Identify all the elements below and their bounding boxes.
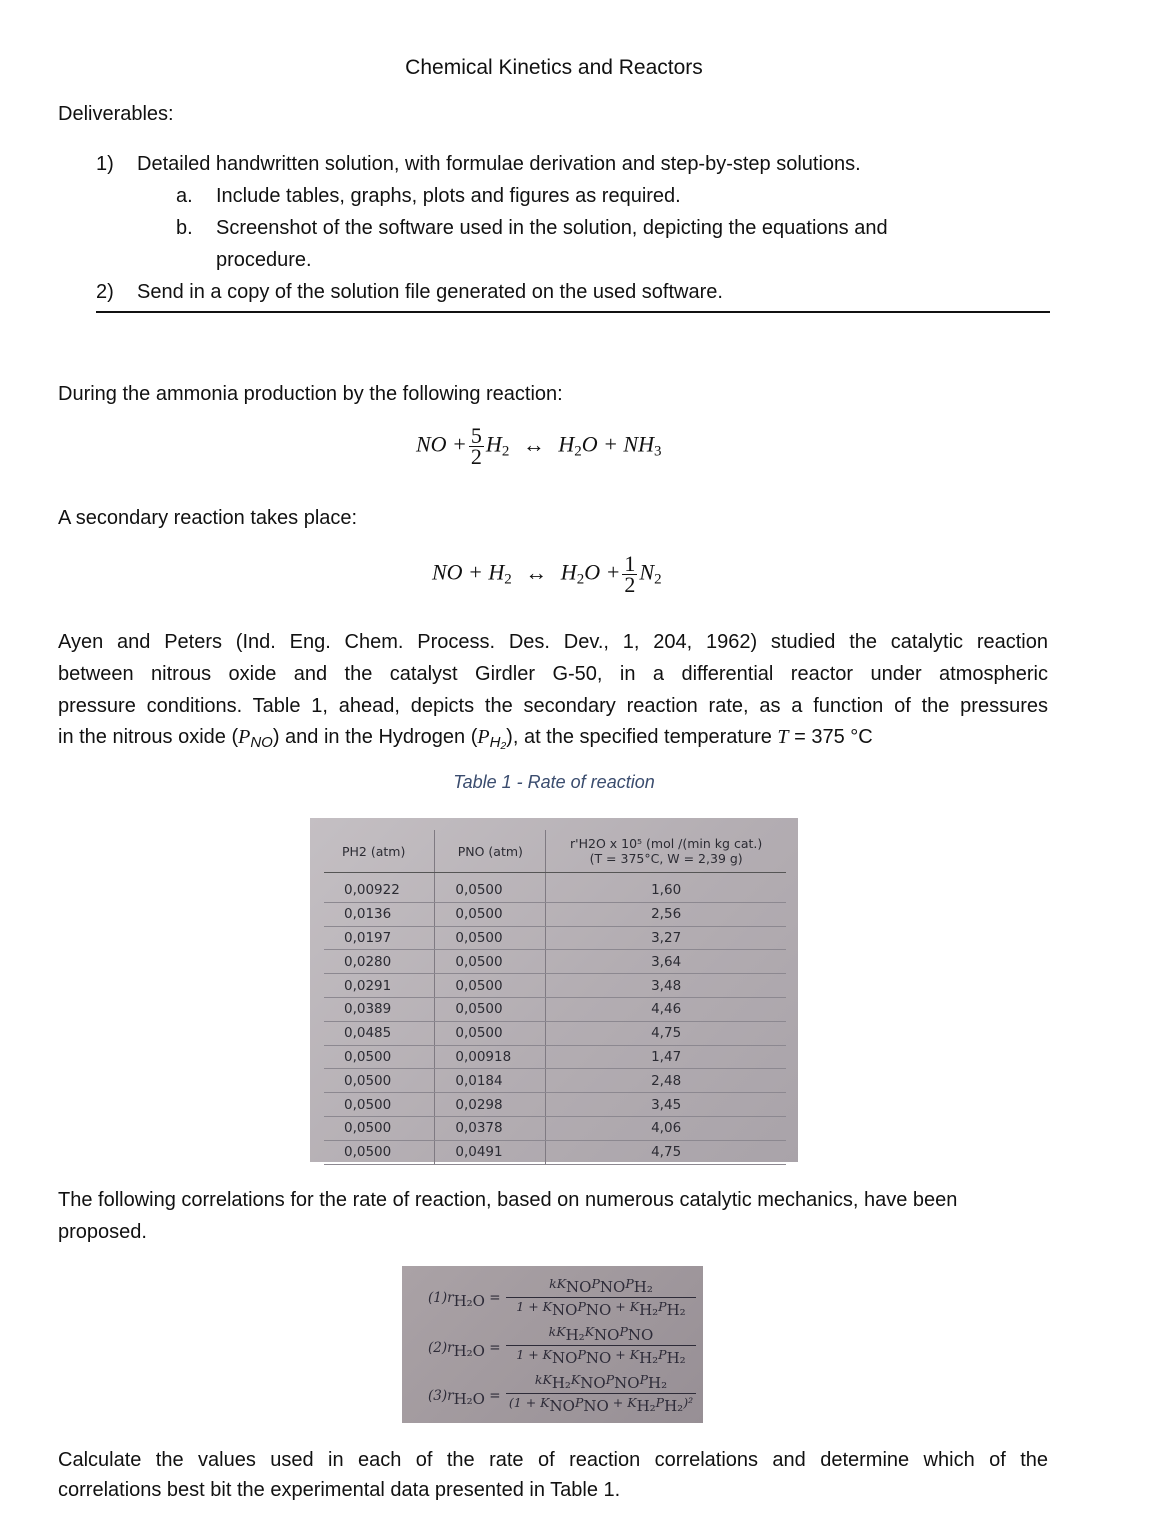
correlations-intro-line-2: proposed. xyxy=(58,1221,147,1243)
correlation-2 xyxy=(402,1320,703,1370)
deliverable-2-text: Send in a copy of the solution file generated on the used software. xyxy=(137,281,723,303)
deliverable-1-text: Detailed handwritten solution, with formulae derivation and step-by-step solutions. xyxy=(137,153,861,175)
deliverable-1b-continuation: procedure. xyxy=(216,249,312,271)
main-reaction-equation: NO + $\frac{5}{2}$ $H_2$ ↔ $H_2O + NH_3$ xyxy=(416,423,662,469)
cell-ph2: 0,0500 xyxy=(324,1093,435,1117)
cell-rate: 1,60 xyxy=(546,873,786,903)
cell-pno: 0,0378 xyxy=(435,1116,546,1140)
cell-ph2: 0,0291 xyxy=(324,974,435,998)
cell-rate: 4,06 xyxy=(546,1116,786,1140)
cell-rate: 4,75 xyxy=(546,1140,786,1164)
cell-ph2: 0,0500 xyxy=(324,1069,435,1093)
correlation-3-fraction: kKH₂KNOPNOPH₂ (1 + KNOPNO + KH₂PH₂)² xyxy=(506,1372,696,1415)
table-row xyxy=(324,1045,786,1069)
deliverable-1-number: 1) xyxy=(96,153,114,175)
table-header-row xyxy=(324,830,786,873)
cell-pno: 0,0491 xyxy=(435,1140,546,1164)
cell-ph2: 0,0197 xyxy=(324,926,435,950)
cell-pno: 0,00918 xyxy=(435,1045,546,1069)
cell-rate: 4,46 xyxy=(546,997,786,1021)
cell-rate: 3,27 xyxy=(546,926,786,950)
table-row xyxy=(324,1140,786,1164)
table-row xyxy=(324,1116,786,1140)
deliverable-2-number: 2) xyxy=(96,281,114,303)
header-pno: PNO (atm) xyxy=(435,830,546,873)
section-divider xyxy=(96,311,1050,313)
cell-ph2: 0,0485 xyxy=(324,1021,435,1045)
correlation-3 xyxy=(402,1368,703,1418)
paragraph-line-4: in the nitrous oxide $(P_{NO})$ and in the Hydrogen $(P_{H_2})$, at the specified temperature T = 375 °C xyxy=(58,726,873,751)
rate-table-photo xyxy=(310,818,798,1162)
cell-rate: 4,75 xyxy=(546,1021,786,1045)
header-rate: r'H2O x 10⁵ (mol /(min kg cat.) (T = 375°C, W = 2,39 g) xyxy=(546,830,786,873)
paragraph-line-3: pressure conditions. Table 1, ahead, depicts the secondary reaction rate, as a function of the pressures xyxy=(58,695,1048,717)
correlation-1 xyxy=(402,1270,703,1320)
correlation-2-fraction: kKH₂KNOPNO 1 + KNOPNO + KH₂PH₂ xyxy=(506,1324,696,1367)
cell-ph2: 0,0280 xyxy=(324,950,435,974)
table-row xyxy=(324,997,786,1021)
correlation-2-label: (2)rH₂O = xyxy=(428,1340,501,1360)
cell-pno: 0,0500 xyxy=(435,950,546,974)
conclusion-line-2: correlations best bit the experimental data presented in Table 1. xyxy=(58,1479,621,1501)
secondary-reaction-equation: NO + $H_2$ ↔ $H_2O$ + $\frac{1}{2}$ $N_2$ xyxy=(432,551,662,597)
secondary-intro-text: A secondary reaction takes place: xyxy=(58,507,358,529)
table-row xyxy=(324,950,786,974)
cell-rate: 2,48 xyxy=(546,1069,786,1093)
paragraph-line-1: Ayen and Peters (Ind. Eng. Chem. Process. Des. Dev., 1, 204, 1962) studied the catalytic reaction xyxy=(58,631,1048,653)
cell-rate: 1,47 xyxy=(546,1045,786,1069)
deliverable-1b-letter: b. xyxy=(176,217,193,239)
cell-pno: 0,0500 xyxy=(435,926,546,950)
cell-ph2: 0,0500 xyxy=(324,1045,435,1069)
correlation-1-label: (1)rH₂O = xyxy=(428,1290,501,1310)
table-row xyxy=(324,873,786,903)
rate-table xyxy=(324,830,786,1165)
cell-ph2: 0,0500 xyxy=(324,1116,435,1140)
table-row xyxy=(324,1021,786,1045)
table-row xyxy=(324,1069,786,1093)
cell-ph2: 0,0500 xyxy=(324,1140,435,1164)
cell-rate: 3,45 xyxy=(546,1093,786,1117)
cell-pno: 0,0500 xyxy=(435,873,546,903)
cell-rate: 3,48 xyxy=(546,974,786,998)
correlations-intro-line-1: The following correlations for the rate of reaction, based on numerous catalytic mechanics, have been xyxy=(58,1189,958,1211)
document-title: Chemical Kinetics and Reactors xyxy=(405,56,703,79)
deliverable-1a-letter: a. xyxy=(176,185,193,207)
table-row xyxy=(324,926,786,950)
table-row xyxy=(324,1093,786,1117)
header-ph2: PH2 (atm) xyxy=(324,830,435,873)
cell-pno: 0,0500 xyxy=(435,974,546,998)
correlation-1-fraction: kKNOPNOPH₂ 1 + KNOPNO + KH₂PH₂ xyxy=(506,1276,696,1319)
deliverable-1b-text: Screenshot of the software used in the solution, depicting the equations and xyxy=(216,217,888,239)
table-caption: Table 1 - Rate of reaction xyxy=(453,772,655,792)
deliverable-1a-text: Include tables, graphs, plots and figures as required. xyxy=(216,185,681,207)
cell-pno: 0,0184 xyxy=(435,1069,546,1093)
intro-text: During the ammonia production by the following reaction: xyxy=(58,383,563,405)
cell-rate: 2,56 xyxy=(546,902,786,926)
cell-ph2: 0,0389 xyxy=(324,997,435,1021)
conclusion-line-1: Calculate the values used in each of the rate of reaction correlations and determine which of the xyxy=(58,1449,1048,1471)
cell-pno: 0,0500 xyxy=(435,1021,546,1045)
cell-pno: 0,0298 xyxy=(435,1093,546,1117)
table-row xyxy=(324,974,786,998)
cell-ph2: 0,00922 xyxy=(324,873,435,903)
cell-pno: 0,0500 xyxy=(435,997,546,1021)
correlations-photo xyxy=(402,1266,703,1423)
deliverables-heading: Deliverables: xyxy=(58,103,174,125)
cell-ph2: 0,0136 xyxy=(324,902,435,926)
cell-pno: 0,0500 xyxy=(435,902,546,926)
table-row xyxy=(324,902,786,926)
paragraph-line-2: between nitrous oxide and the catalyst Girdler G-50, in a differential reactor under atmospheric xyxy=(58,663,1048,685)
correlation-3-label: (3)rH₂O = xyxy=(428,1388,501,1408)
cell-rate: 3,64 xyxy=(546,950,786,974)
